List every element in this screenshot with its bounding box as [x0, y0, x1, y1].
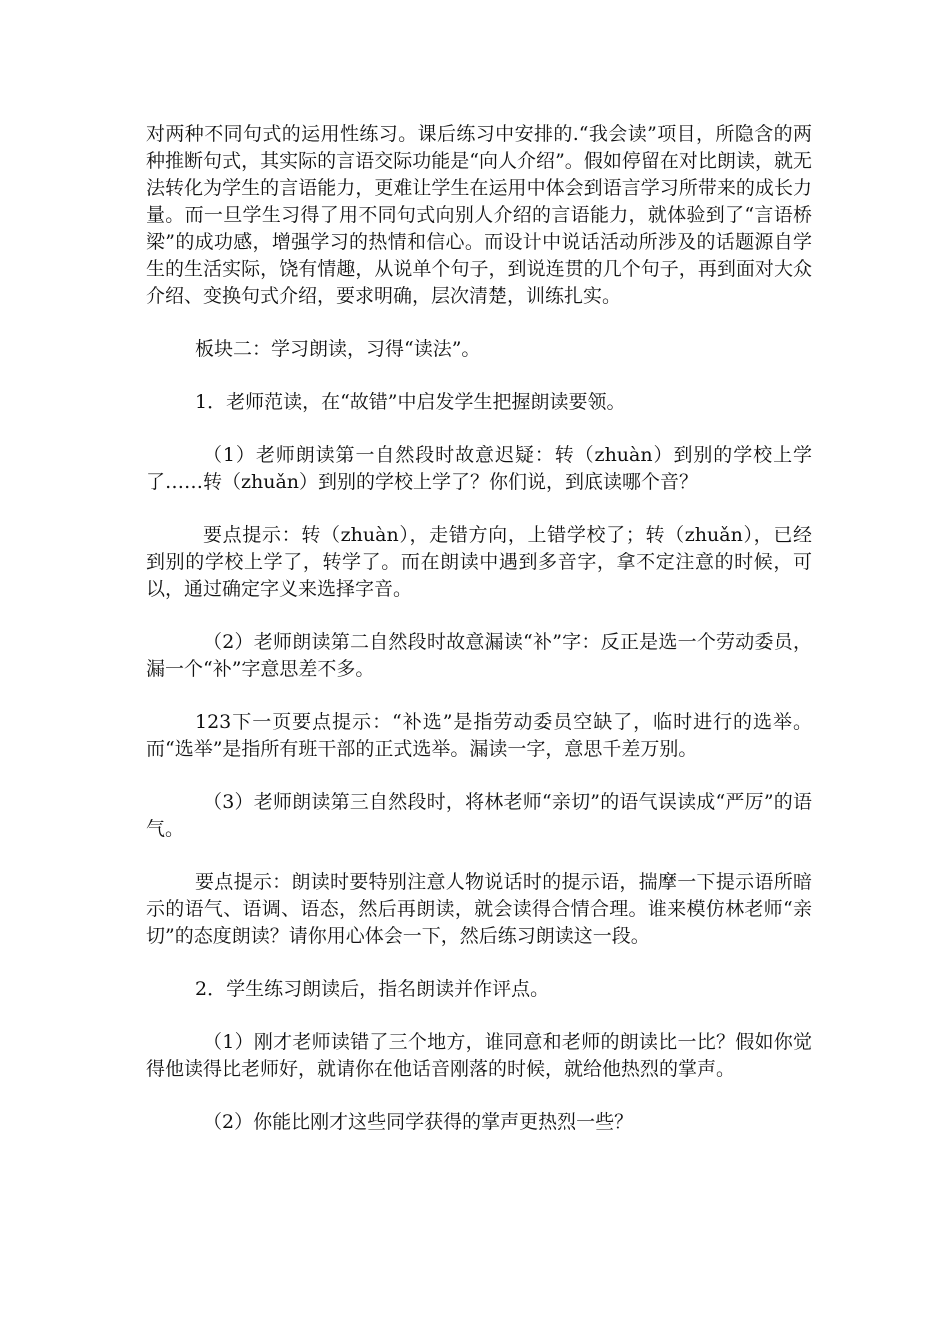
tip-polyphone: 要点提示：转（zhuàn），走错方向，上错学校了；转（zhuǎn），已经到别的学校上学了，转学了。而在朗读中遇到多音字，拿不定注意的时候，可以，通过确定字义来选择字音。 [146, 524, 812, 600]
item-1-polyphone: （1）老师朗读第一自然段时故意迟疑：转（zhuàn）到别的学校上学了……转（zhuǎn）到别的学校上学了？你们说，到底读哪个音？ [146, 444, 812, 493]
item-2-omission: （2）老师朗读第二自然段时故意漏读“补”字：反正是选一个劳动委员，漏一个“补”字意思差不多。 [146, 631, 812, 680]
paragraph-commentary: 对两种不同句式的运用性练习。课后练习中安排的.“我会读”项目，所隐含的两种推断句式，其实际的言语交际功能是“向人介绍”。假如停留在对比朗读，就无法转化为学生的言语能力，更难让学生在运用中体会到语言学习所带来的成长力量。而一旦学生习得了用不同句式向别人介绍的言语能力，就体验到了“言语桥梁”的成功感，增强学习的热情和信心。而设计中说话活动所涉及的话题源自学生的生活实际，饶有情趣，从说单个句子，到说连贯的几个句子，再到面对大众介绍、变换句式介绍，要求明确，层次清楚，训练扎实。 [146, 123, 812, 307]
step-teacher-model-reading: 1．老师范读，在“故错”中启发学生把握朗读要领。 [195, 391, 626, 413]
section-heading-block-two: 板块二：学习朗读，习得“读法”。 [195, 338, 481, 360]
step-student-practice: 2．学生练习朗读后，指名朗读并作评点。 [195, 978, 550, 1000]
item-3-tone: （3）老师朗读第三自然段时，将林老师“亲切”的语气误读成“严厉”的语气。 [146, 791, 812, 840]
tip-omission: 123下一页要点提示：“补选”是指劳动委员空缺了，临时进行的选举。而“选举”是指所有班干部的正式选举。漏读一字，意思千差万别。 [146, 711, 812, 760]
item-1-compare-reading: （1）刚才老师读错了三个地方，谁同意和老师的朗读比一比？假如你觉得他读得比老师好，就请你在他话音刚落的时候，就给他热烈的掌声。 [146, 1031, 812, 1080]
tip-tone: 要点提示：朗读时要特别注意人物说话时的提示语，揣摩一下提示语所暗示的语气、语调、语态，然后再朗读，就会读得合情合理。谁来模仿林老师“亲切”的态度朗读？请你用心体会一下，然后练习朗读这一段。 [146, 871, 812, 947]
document-body [146, 121, 812, 1162]
item-2-applause: （2）你能比刚才这些同学获得的掌声更热烈一些？ [203, 1111, 634, 1133]
